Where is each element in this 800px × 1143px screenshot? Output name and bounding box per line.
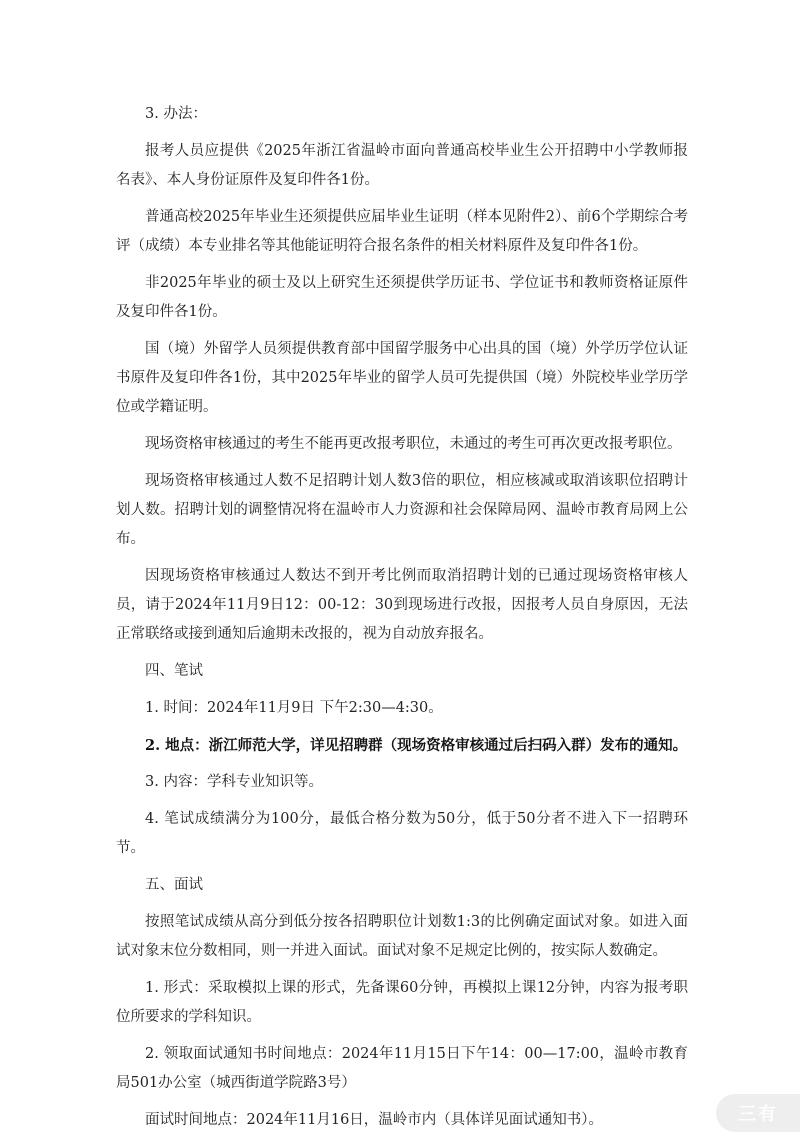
paragraph: 五、面试 [145, 877, 203, 893]
paragraph: 1. 形式：采取模拟上课的形式，先备课60分钟，再模拟上课12分钟，内容为报考职位所要求的学科知识。 [116, 980, 688, 1025]
paragraph: 普通高校2025年毕业生还须提供应届毕业生证明（样本见附件2）、前6个学期综合考评（成绩）本专业排名等其他能证明符合报名条件的相关材料原件及复印件各1份。 [116, 209, 688, 254]
document-body [116, 100, 688, 1143]
paragraph: 因现场资格审核通过人数达不到开考比例而取消招聘计划的已通过现场资格审核人员，请于2024年11月9日12：00-12：30到现场进行改报，因报考人员自身原因，无法正常联络或接到通知后逾期未改报的，视为自动放弃报名。 [116, 568, 688, 642]
paragraph: 四、笔试 [145, 663, 203, 679]
paragraph: 3. 内容：学科专业知识等。 [145, 774, 323, 790]
watermark-logo [716, 1094, 800, 1132]
paragraph: 报考人员应提供《2025年浙江省温岭市面向普通高校毕业生公开招聘中小学教师报名表》、本人身份证原件及复印件各1份。 [116, 143, 688, 188]
paragraph: 国（境）外留学人员须提供教育部中国留学服务中心出具的国（境）外学历学位认证书原件及复印件各1份，其中2025年毕业的留学人员可先提供国（境）外院校毕业学历学位或学籍证明。 [116, 341, 688, 415]
paragraph: 按照笔试成绩从高分到低分按各招聘职位计划数1:3的比例确定面试对象。如进入面试对象末位分数相同，则一并进入面试。面试对象不足规定比例的，按实际人数确定。 [116, 914, 688, 959]
paragraph: 2. 地点：浙江师范大学，详见招聘群（现场资格审核通过后扫码入群）发布的通知。 [145, 737, 688, 754]
paragraph: 非2025年毕业的硕士及以上研究生还须提供学历证书、学位证书和教师资格证原件及复印件各1份。 [116, 275, 688, 320]
paragraph: 现场资格审核通过的考生不能再更改报考职位，未通过的考生可再次更改报考职位。 [145, 436, 682, 452]
watermark-text: 三有 [738, 1104, 778, 1125]
paragraph: 1. 时间：2024年11月9日 下午2:30—4:30。 [145, 700, 443, 716]
paragraph: 3. 办法： [145, 106, 207, 122]
paragraph: 4. 笔试成绩满分为100分，最低合格分数为50分，低于50分者不进入下一招聘环节。 [116, 811, 688, 856]
paragraph: 现场资格审核通过人数不足招聘计划人数3倍的职位，相应核减或取消该职位招聘计划人数。招聘计划的调整情况将在温岭市人力资源和社会保障局网、温岭市教育局网上公布。 [116, 473, 688, 547]
paragraph: 2. 领取面试通知书时间地点：2024年11月15日下午14：00—17:00，温岭市教育局501办公室（城西街道学院路3号） [116, 1046, 688, 1091]
paragraph: 面试时间地点：2024年11月16日，温岭市内（具体详见面试通知书）。 [145, 1112, 604, 1128]
